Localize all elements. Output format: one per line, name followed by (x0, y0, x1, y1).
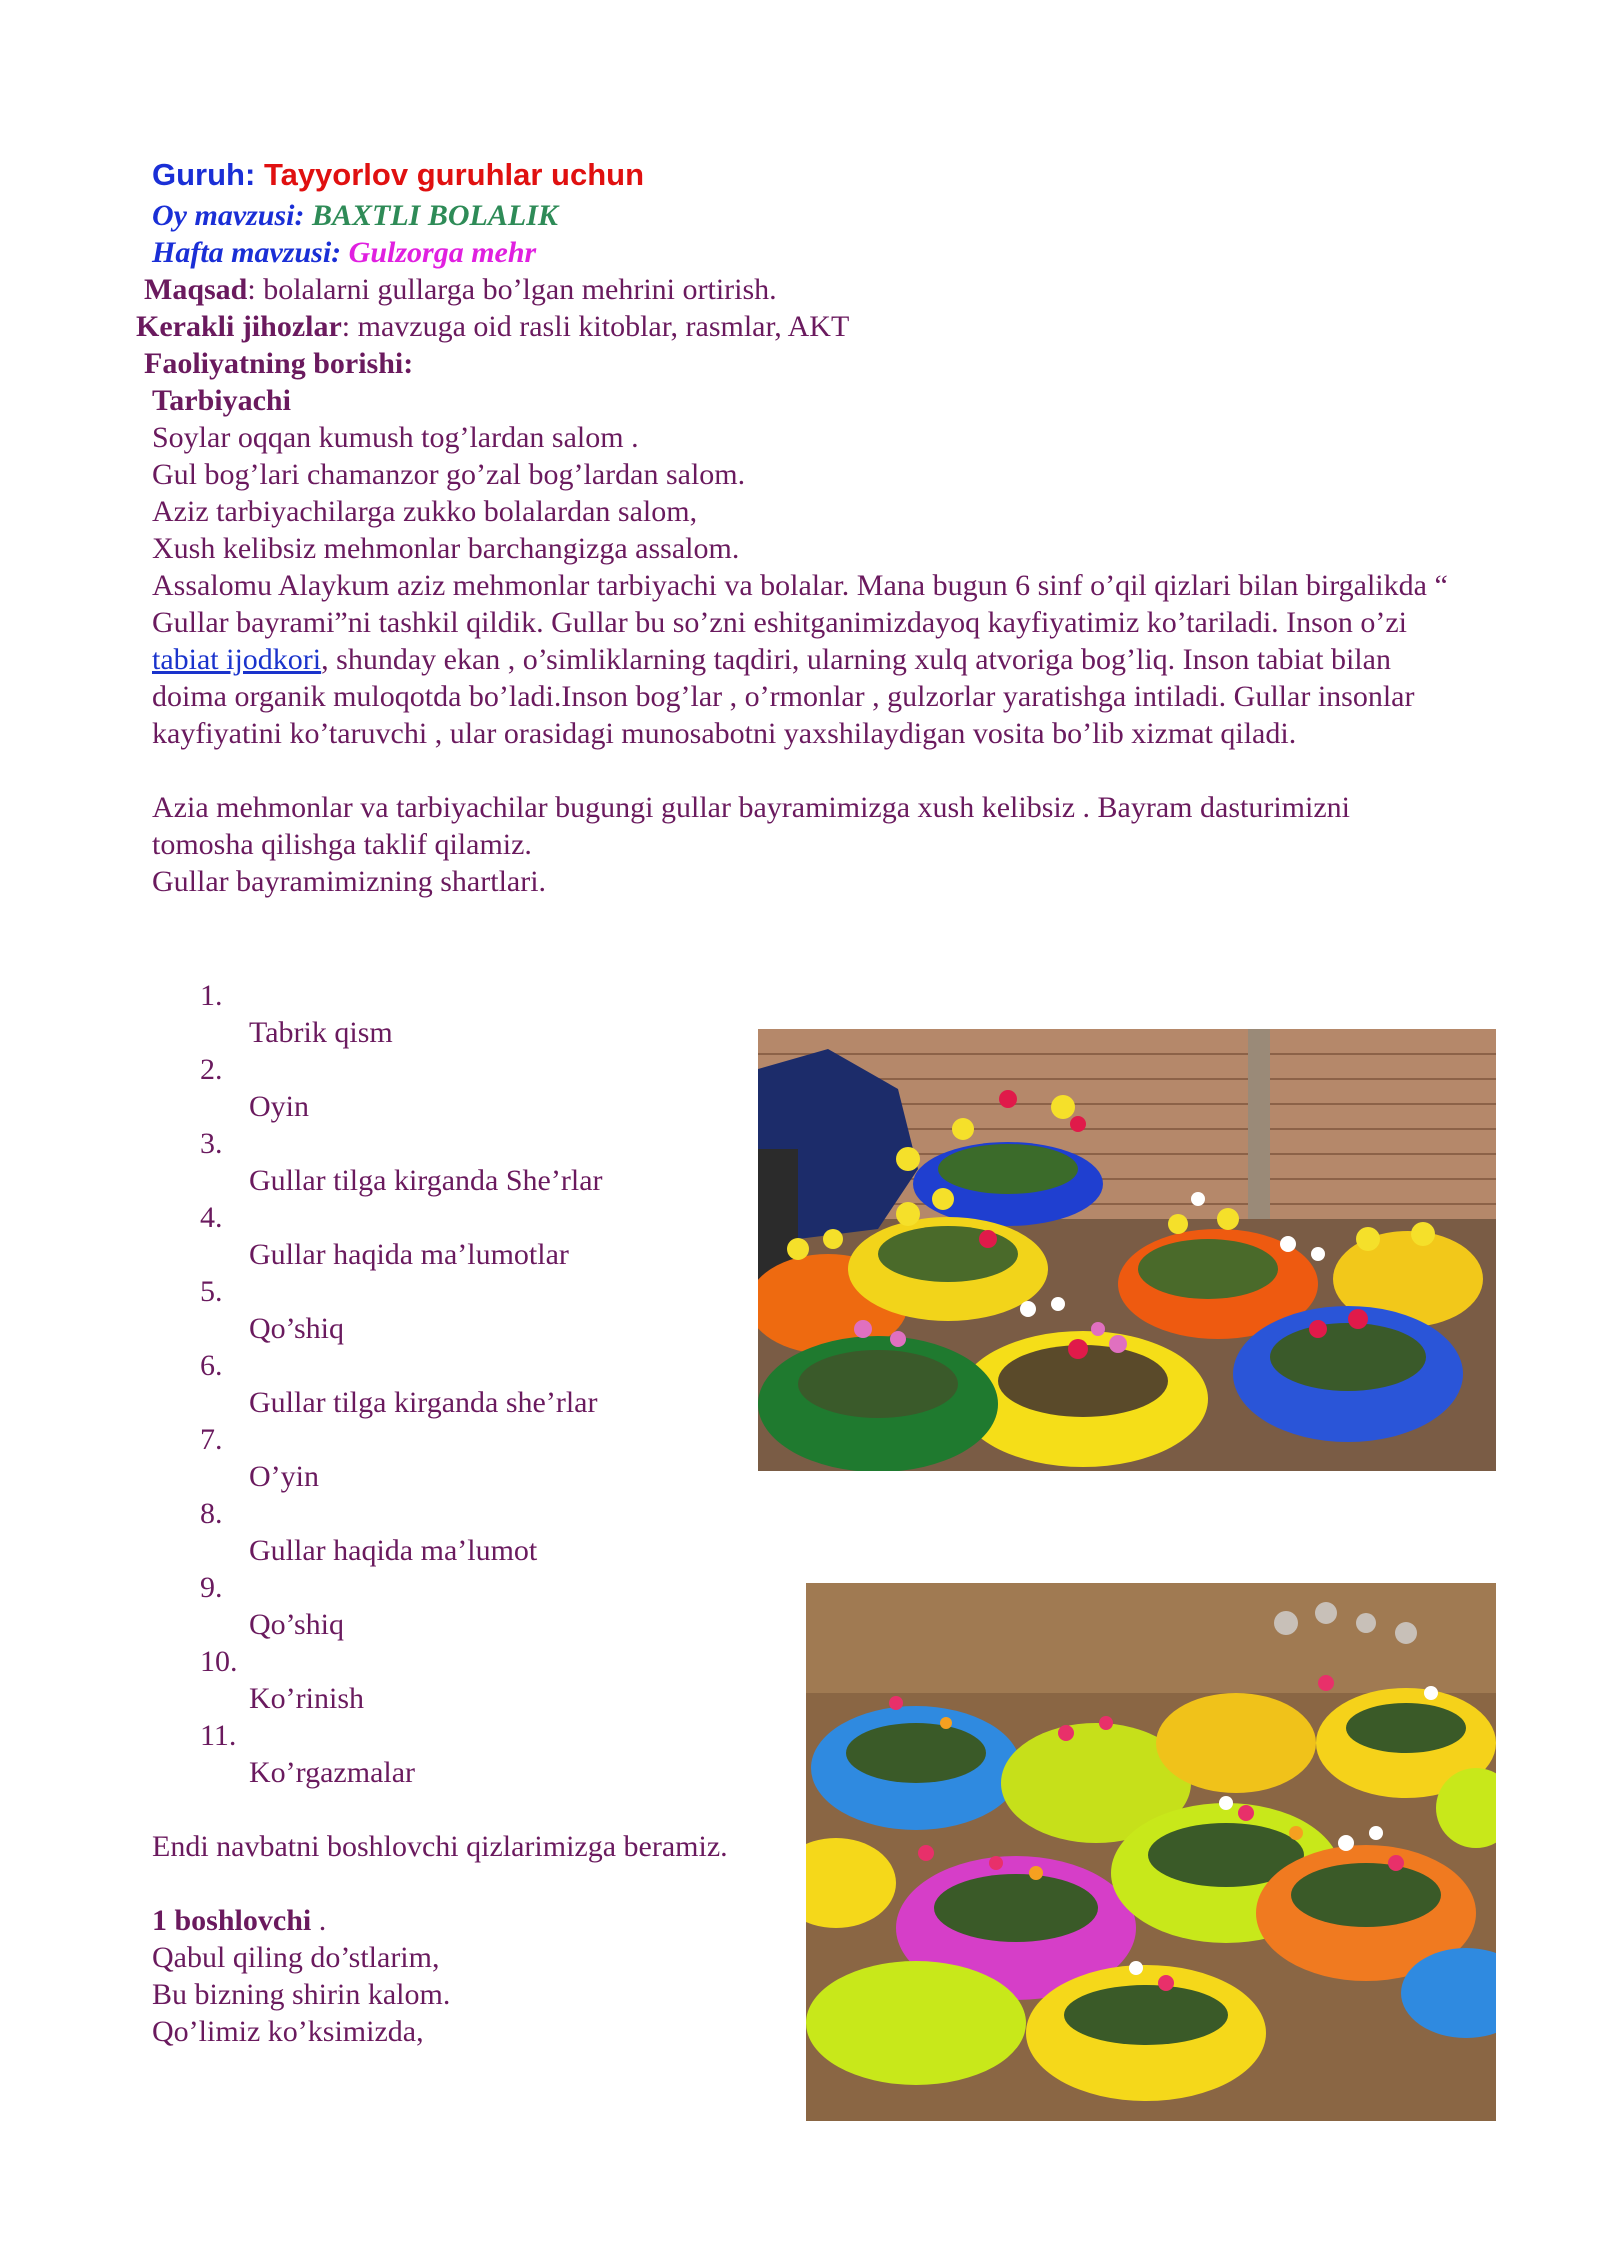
presenter-line-3: Qo’limiz ko’ksimizda, (152, 2015, 424, 2048)
week-theme-line (152, 234, 536, 271)
week-theme-label: Hafta mavzusi: (152, 236, 342, 269)
greeting-line-2: Gul bog’lari chamanzor go’zal bog’lardan salom. (152, 458, 746, 491)
intro-text-2: , shunday ekan , o’simliklarning taqdiri, ularning xulq atvoriga bog’liq. Inson tabiat bilan doima organik muloqotda bo’ladi.Inson bog’lar , o’rmonlar , gulzorlar yaratishga intiladi. Gullar insonlar kayfiyatini ko’taruvchi , ular orasidagi munosabotni yaxshilaydigan vosita bo’lib xizmat qiladi. (152, 643, 1415, 750)
presenter-line-1: Qabul qiling do’stlarim, (152, 1941, 440, 1974)
intro-paragraph (152, 567, 1452, 752)
list-item: Ko’rinish (249, 1682, 364, 1715)
tire-flowerbed-illustration-1 (758, 1029, 1496, 1471)
presenter-dot: . (311, 1904, 327, 1937)
list-item: Gullar tilga kirganda she’rlar (249, 1386, 598, 1419)
list-item: Gullar haqida ma’lumotlar (249, 1238, 569, 1271)
teacher-heading: Tarbiyachi (152, 384, 291, 417)
list-item-number: 2. (200, 1053, 223, 1086)
list-item: Ko’rgazmalar (249, 1756, 416, 1789)
list-item: Qo’shiq (249, 1608, 345, 1641)
list-item-number: 10. (200, 1645, 238, 1678)
tire-flowerbed-illustration-2 (806, 1583, 1496, 2121)
greeting-line-4: Xush kelibsiz mehmonlar barchangizga assalom. (152, 532, 740, 565)
handover-line: Endi navbatni boshlovchi qizlarimizga beramiz. (152, 1830, 728, 1863)
greeting-line-1: Soylar oqqan kumush tog’lardan salom . (152, 421, 639, 454)
greeting-line-3: Aziz tarbiyachilarga zukko bolalardan salom, (152, 495, 698, 528)
list-item-number: 11. (200, 1719, 237, 1752)
list-item-number: 7. (200, 1423, 223, 1456)
list-item-number: 1. (200, 979, 223, 1012)
list-item-number: 6. (200, 1349, 223, 1382)
equipment-line (136, 308, 849, 345)
list-item-number: 9. (200, 1571, 223, 1604)
activity-heading: Faoliyatning borishi: (144, 347, 414, 380)
list-item: Tabrik qism (249, 1016, 393, 1049)
list-item-number: 5. (200, 1275, 223, 1308)
list-item: Qo’shiq (249, 1312, 345, 1345)
month-theme-line (152, 197, 558, 234)
tire-flowerbed-photo-1 (758, 1029, 1496, 1471)
list-item: Oyin (249, 1090, 309, 1123)
nature-creator-link[interactable]: tabiat ijodkori (152, 643, 322, 676)
intro-text-1: Assalomu Alaykum aziz mehmonlar tarbiyachi va bolalar. Mana bugun 6 sinf o’qil qizlari bilan birgalikda “ Gullar bayrami”ni tashkil qildik. Gullar bu so’zni eshitganimizdayoq kayfiyatimiz ko’tariladi. Inson o’zi (152, 569, 1448, 639)
goal-line (144, 271, 777, 308)
conditions-line: Gullar bayramimizning shartlari. (152, 865, 547, 898)
group-line (152, 156, 644, 193)
group-label: Guruh: (152, 157, 256, 192)
presenter-line-2: Bu bizning shirin kalom. (152, 1978, 451, 2011)
month-theme-label: Oy mavzusi: (152, 199, 305, 232)
presenter-label: 1 boshlovchi (152, 1904, 312, 1937)
equipment-label: Kerakli jihozlar (136, 310, 342, 343)
list-item-number: 8. (200, 1497, 223, 1530)
presenter-heading (152, 1902, 326, 1939)
goal-label: Maqsad (144, 273, 248, 306)
list-item: Gullar tilga kirganda She’rlar (249, 1164, 603, 1197)
tire-flowerbed-photo-2 (806, 1583, 1496, 2121)
group-value: Tayyorlov guruhlar uchun (263, 157, 645, 192)
list-item: Gullar haqida ma’lumot (249, 1534, 538, 1567)
week-theme-value: Gulzorga mehr (348, 236, 537, 269)
month-theme-value: BAXTLI BOLALIK (312, 199, 558, 232)
list-item: O’yin (249, 1460, 319, 1493)
welcome-paragraph: Azia mehmonlar va tarbiyachilar bugungi gullar bayramimizga xush kelibsiz . Bayram dasturimizni tomosha qilishga taklif qilamiz. (152, 791, 1350, 861)
equipment-value: : mavzuga oid rasli kitoblar, rasmlar, AKT (341, 310, 850, 343)
list-item-number: 4. (200, 1201, 223, 1234)
goal-value: : bolalarni gullarga bo’lgan mehrini ortirish. (247, 273, 777, 306)
list-item-number: 3. (200, 1127, 223, 1160)
